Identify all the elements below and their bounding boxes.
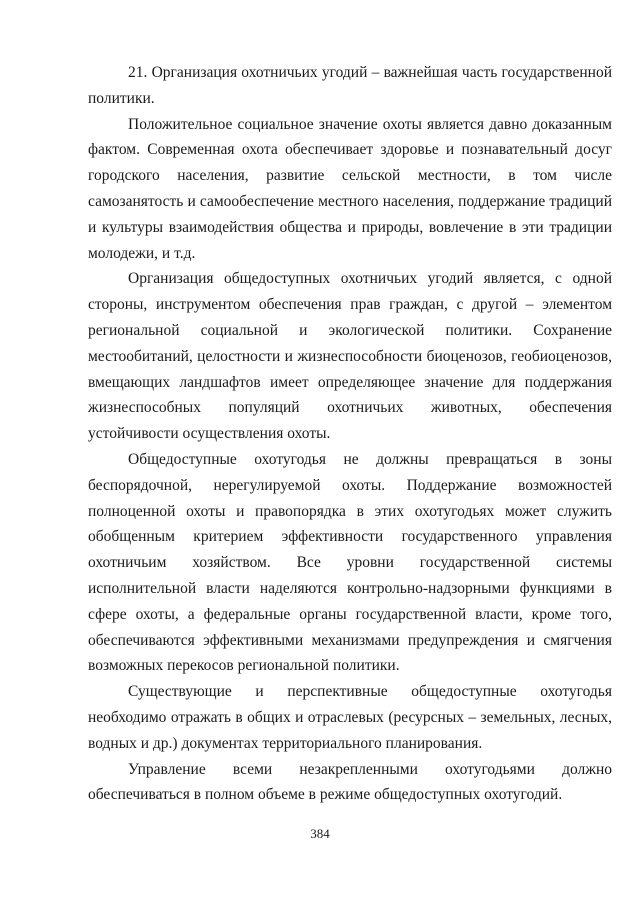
body-text [88, 60, 612, 808]
paragraph: Общедоступные охотугодья не должны превращаться в зоны беспорядочной, нерегулируемой охоты. Поддержание возможностей полноценной охоты и правопорядка в этих охотугодьях может служить обобщенным критерием эффективности государственного управления охотничьим хозяйством. Все уровни государственной системы исполнительной власти наделяются контрольно-надзорными функциями в сфере охоты, а федеральные органы государственной власти, кроме того, обеспечиваются эффективными механизмами предупреждения и смягчения возможных перекосов региональной политики. [88, 450, 612, 675]
paragraph: Положительное социальное значение охоты является давно доказанным фактом. Современная охота обеспечивает здоровье и познавательный досуг городского населения, развитие сельской местности, в том числе самозанятость и самообеспечение местного населения, поддержание традиций и культуры взаимодействия общества и природы, вовлечение в эти традиции молодежи, и т.д. [88, 115, 612, 262]
page-number: 384 [310, 826, 330, 841]
paragraph: Управление всеми незакрепленными охотугодьями должно обеспечиваться в полном объеме в режиме общедоступных охотугодий. [88, 760, 612, 804]
paragraph: Существующие и перспективные общедоступные охотугодья необходимо отражать в общих и отраслевых (ресурсных – земельных, лесных, водных и др.) документах территориального планирования. [88, 683, 612, 752]
paragraph: Организация общедоступных охотничьих угодий является, с одной стороны, инструментом обеспечения прав граждан, с другой – элементом региональной социальной и экологической политики. Сохранение местообитаний, целостности и жизнеспособности биоценозов, геобиоценозов, вмещающих ландшафтов имеет определяющее значение для поддержания жизнеспособных популяций охотничьих животных, обеспечения устойчивости осуществления охоты. [88, 270, 612, 443]
paragraph-heading: 21. Организация охотничьих угодий – важнейшая часть государственной политики. [88, 64, 612, 107]
